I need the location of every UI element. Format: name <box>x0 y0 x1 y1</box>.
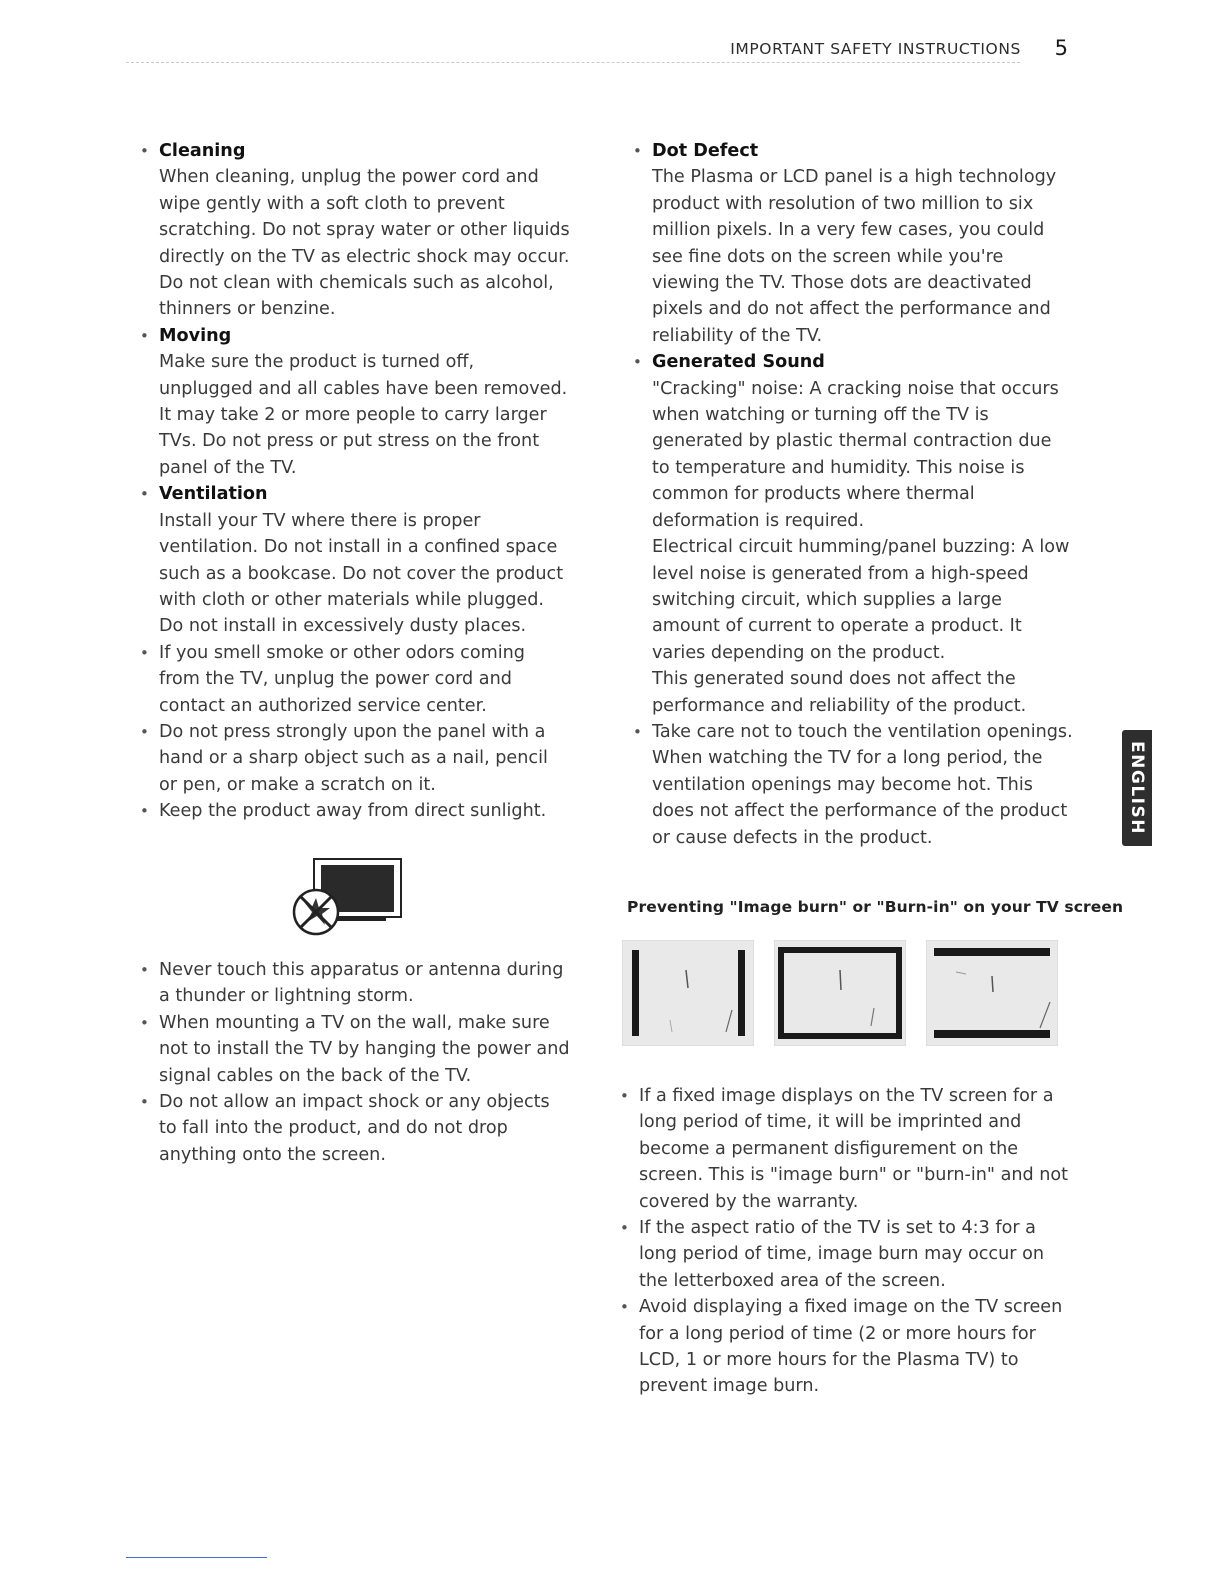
item-text: • If the aspect ratio of the TV is set to 4:3 for a long period of time, image burn may occur on the letterboxed area of the screen. <box>639 1218 1044 1291</box>
item-text: • If a fixed image displays on the TV screen for a long period of time, it will be imprinted and become a permanent disfigurement on the screen. This is "image burn" or "burn-in" and not covered by the warranty. <box>639 1086 1069 1212</box>
item-text: • If you smell smoke or other odors coming from the TV, unplug the power cord and contact an authorized service center. <box>159 642 525 716</box>
safety-list-left-continued <box>140 957 570 1168</box>
item-paragraph: This generated sound does not affect the performance and reliability of the product. <box>652 669 1027 716</box>
item-text: The Plasma or LCD panel is a high technology product with resolution of two million to six million pixels. In a very few cases, you could see fine dots on the screen while you're viewing the TV. Those dots are deactivated pixels and do not affect the performance and reliability of the TV. <box>652 167 1057 346</box>
pillarbox-burn-image <box>622 940 754 1046</box>
item-text: • Avoid displaying a fixed image on the TV screen for a long period of time (2 or more hours for LCD, 1 or more hours for the Plasma TV) to prevent image burn. <box>639 1297 1063 1397</box>
item-heading: • Cleaning <box>159 141 246 161</box>
footer-divider <box>126 1557 267 1558</box>
list-item <box>140 323 570 481</box>
right-column <box>633 138 1073 851</box>
safety-list-left <box>140 138 570 825</box>
no-sunlight-tv-icon <box>290 856 406 942</box>
item-text: Make sure the product is turned off, unplugged and all cables have been removed. It may take 2 or more people to carry larger TVs. Do not press or put stress on the front panel of the TV. <box>159 352 568 478</box>
list-item <box>620 1294 1070 1400</box>
language-tab <box>1122 730 1152 846</box>
list-item <box>620 1083 1070 1215</box>
left-column <box>140 138 570 825</box>
list-item <box>633 349 1073 719</box>
item-heading: • Moving <box>159 325 232 346</box>
item-text: • Never touch this apparatus or antenna during a thunder or lightning storm. <box>159 960 564 1007</box>
burn-section-list <box>620 1083 1070 1400</box>
item-text: • When mounting a TV on the wall, make sure not to install the TV by hanging the power and signal cables on the back of the TV. <box>159 1012 570 1086</box>
frame-burn-image <box>774 940 906 1046</box>
item-text: • Do not allow an impact shock or any objects to fall into the product, and do not drop anything onto the screen. <box>159 1092 550 1165</box>
item-text: Install your TV where there is proper ventilation. Do not install in a confined space such as a bookcase. Do not cover the product with cloth or other materials while plugged. Do not install in excessively dusty places. <box>159 510 564 637</box>
item-heading: • Dot Defect <box>652 141 759 161</box>
list-item <box>140 957 570 1010</box>
letterbox-burn-image <box>926 940 1058 1046</box>
language-tab-label: ENGLISH <box>1127 741 1147 835</box>
header-title: IMPORTANT SAFETY INSTRUCTIONS <box>730 40 1021 58</box>
list-item <box>140 719 570 798</box>
list-item <box>633 719 1073 851</box>
list-item <box>140 1089 570 1168</box>
item-text: • Do not press strongly upon the panel with a hand or a sharp object such as a nail, pencil or pen, or make a scratch on it. <box>159 721 548 795</box>
item-heading: • Ventilation <box>159 484 268 505</box>
burn-section-heading: Preventing "Image burn" or "Burn-in" on your TV screen <box>627 898 1124 916</box>
header-divider <box>126 62 1020 63</box>
burn-prevention-list <box>620 1083 1070 1400</box>
page-header <box>0 36 1224 66</box>
list-item <box>140 138 570 323</box>
item-paragraph: "Cracking" noise: A cracking noise that occurs when watching or turning off the TV is generated by plastic thermal contraction due to temperature and humidity. This noise is common for products where thermal deformation is required. <box>652 378 1059 531</box>
item-paragraph: Electrical circuit humming/panel buzzing: A low level noise is generated from a high-speed switching circuit, which supplies a large amount of current to operate a product. It varies depending on the product. <box>652 537 1070 663</box>
item-text: • Take care not to touch the ventilation openings. When watching the TV for a long period, the ventilation openings may become hot. This does not affect the performance of the product or cause defects in the product. <box>652 721 1073 848</box>
safety-list-right <box>633 138 1073 851</box>
list-item <box>140 640 570 719</box>
page-number: 5 <box>1054 36 1068 60</box>
item-heading: • Generated Sound <box>652 352 825 373</box>
item-text: When cleaning, unplug the power cord and wipe gently with a soft cloth to prevent scratching. Do not spray water or other liquids directly on the TV as electric shock may occur. Do not clean with chemicals such as alcohol, thinners or benzine. <box>159 167 570 320</box>
left-column-continued <box>140 957 570 1168</box>
list-item <box>140 481 570 639</box>
list-item <box>140 798 570 824</box>
list-item <box>620 1215 1070 1294</box>
list-item <box>140 1010 570 1089</box>
item-text: • Keep the product away from direct sunlight. <box>159 801 547 822</box>
list-item <box>633 138 1073 349</box>
